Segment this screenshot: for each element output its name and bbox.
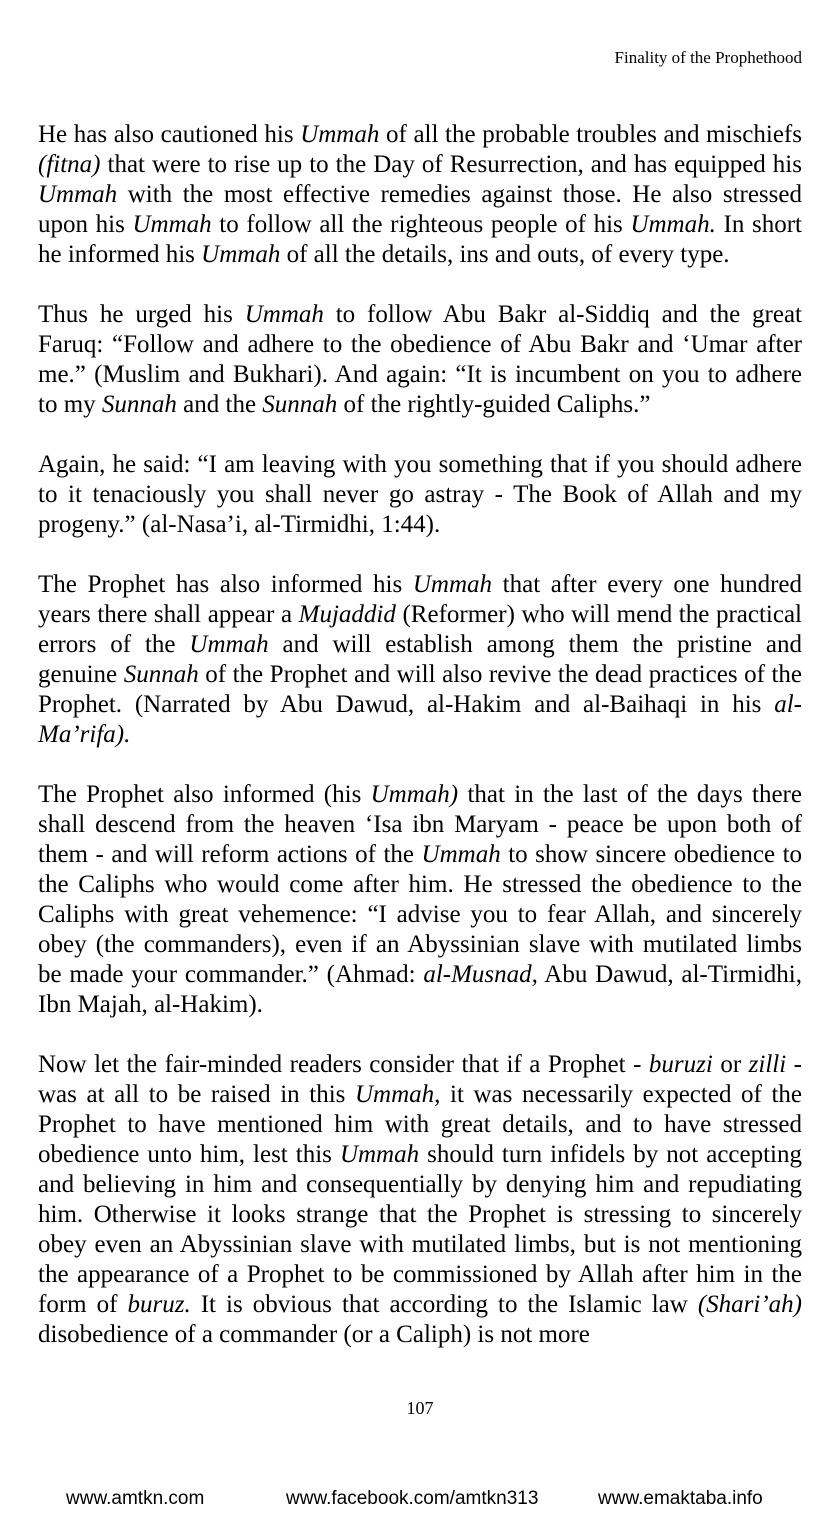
italic-term: Sunnah [123, 661, 199, 688]
text-run: to follow Abu Bakr al-Siddiq and the great Faruq: “Follow and adhere to the obedience of Abu Bakr and ‘Umar after me.” (Muslim and Bukhari). And again: “It is incumbent on you to adhere to my [38, 301, 802, 418]
italic-term: Sunnah [101, 391, 177, 418]
text-run: and will establish among them the pristine and genuine [38, 631, 802, 688]
text-run: - was at all to be raised in this [38, 1051, 802, 1108]
text-run: it was necessarily expected of the Prophet to have mentioned him with great details, and to have stressed obedience unto him, lest this [38, 1081, 803, 1168]
text-run: Thus he urged his [38, 301, 245, 328]
italic-term: Ummah [412, 571, 493, 598]
text-run: The Prophet also informed (his [38, 781, 371, 808]
text-run: that after every one hundred years there shall appear a [38, 571, 802, 628]
text-run: Now let the fair-minded readers consider that if a Prophet - [38, 1051, 649, 1078]
italic-term: (fitna) [38, 151, 101, 178]
text-run: and the [176, 391, 263, 418]
text-run: or [712, 1051, 749, 1078]
text-run: of the Prophet and will also revive the dead practices of the Prophet. (Narrated by Abu Dawud, al-Hakim and al-Baihaqi in his [38, 661, 802, 718]
italic-term: Ummah [132, 211, 212, 238]
text-run: In short he informed his [38, 211, 802, 268]
page-number: 107 [406, 1398, 434, 1418]
italic-term: Ummah [300, 121, 380, 148]
italic-term: Mujaddid [298, 601, 396, 628]
italic-term: zilli [748, 1051, 787, 1078]
italic-term: al-Ma’rifa). [38, 691, 802, 748]
italic-term: Ummah [244, 301, 324, 328]
italic-term: Ummah [421, 841, 501, 868]
text-run: with the most effective remedies against those. He also stressed upon his [38, 181, 802, 238]
text-run: of all the probable troubles and mischiefs [379, 121, 802, 148]
italic-term: Ummah. [630, 211, 716, 238]
italic-term: Sunnah [262, 391, 338, 418]
italic-term: Ummah) [370, 781, 459, 808]
text-run: of all the details, ins and outs, of every type. [280, 241, 730, 268]
italic-term: buruz. [127, 1291, 191, 1318]
footer-link-facebook[interactable]: www.facebook.com/amtkn313 [286, 1488, 539, 1509]
italic-term: Ummah [189, 631, 269, 658]
italic-term: al-Musnad, [423, 961, 538, 988]
text-run: disobedience of a commander (or a Caliph) is not more [38, 1321, 590, 1348]
italic-term: Ummah [38, 181, 118, 208]
italic-term: Ummah [339, 1141, 420, 1168]
footer-link-emaktaba[interactable]: www.emaktaba.info [598, 1488, 763, 1509]
text-run: Abu Dawud, al-Tirmidhi, Ibn Majah, al-Hakim). [38, 961, 803, 1018]
text-run: It is obvious that according to the Islamic law [190, 1291, 698, 1318]
paragraph-3 [38, 450, 802, 540]
text-run: should turn infidels by not accepting and believing in him and consequentially by denying him and repudiating him. Otherwise it looks strange that the Prophet is stressing to sincerely obey even an Abyssinian slave with mutilated limbs, but is not mentioning the appearance of a Prophet to be commissioned by Allah after him in the form of [38, 1141, 803, 1318]
paragraph-5 [38, 780, 802, 1020]
text-run: that in the last of the days there shall descend from the heaven ‘Isa ibn Maryam - peace be upon both of them - and will reform actions of the [38, 781, 802, 868]
text-run: to show sincere obedience to the Caliphs who would come after him. He stressed the obedience to the Caliphs with great vehemence: “I advise you to fear Allah, and sincerely obey (the commanders), even if an Abyssinian slave with mutilated limbs be made your commander.” (Ahmad: [38, 841, 803, 988]
footer-link-amtkn[interactable]: www.amtkn.com [66, 1488, 205, 1509]
text-run: (Reformer) who will mend the practical errors of the [38, 601, 802, 658]
text-run: that were to rise up to the Day of Resurrection, and has equipped his [100, 151, 802, 178]
text-run: to follow all the righteous people of his [211, 211, 631, 238]
italic-term: Ummah, [354, 1081, 441, 1108]
italic-term: (Shari’ah) [697, 1291, 802, 1318]
text-run: He has also cautioned his [38, 121, 301, 148]
paragraph-2 [38, 300, 802, 420]
text-run: The Prophet has also informed his [38, 571, 413, 598]
text-run: of the rightly-guided Caliphs.” [337, 391, 651, 418]
paragraph-6 [38, 1050, 802, 1350]
text-run: Again, he said: “I am leaving with you something that if you should adhere to it tenaciously you shall never go astray - The Book of Allah and my progeny.” (al-Nasa’i, al-Tirmidhi, 1:44). [38, 451, 802, 538]
paragraph-4 [38, 570, 802, 750]
paragraph-1 [38, 120, 802, 270]
page-body [38, 120, 802, 1380]
italic-term: buruzi [648, 1051, 713, 1078]
running-header: Finality of the Prophethood [614, 48, 802, 67]
italic-term: Ummah [201, 241, 281, 268]
